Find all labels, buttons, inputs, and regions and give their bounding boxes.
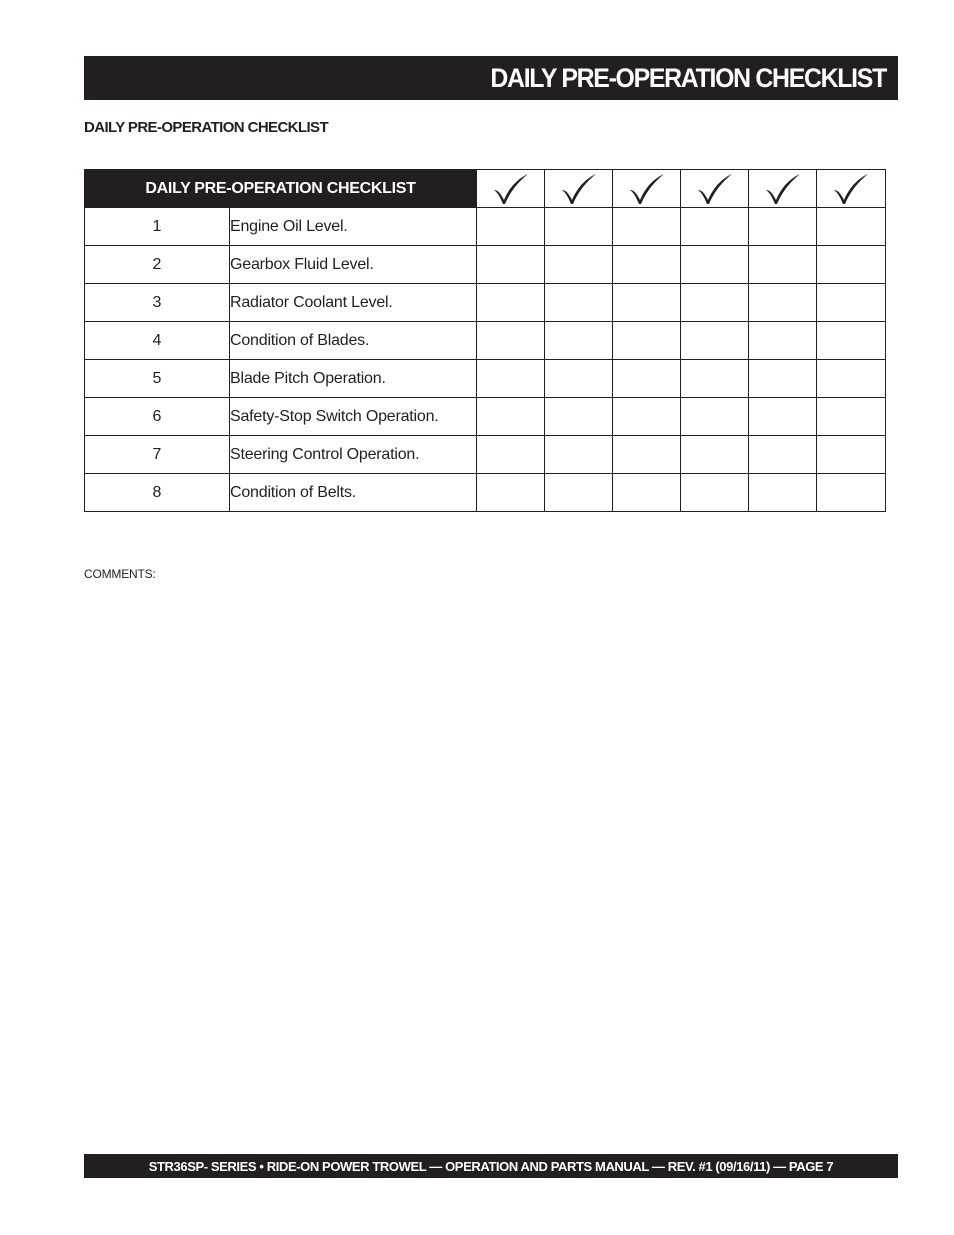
- item-description: Blade Pitch Operation.: [230, 360, 477, 398]
- checkmark-icon: [831, 172, 871, 206]
- check-cell[interactable]: [477, 246, 545, 284]
- check-cell[interactable]: [749, 436, 817, 474]
- check-cell[interactable]: [545, 208, 613, 246]
- footer-bar: [84, 1154, 898, 1178]
- item-description: Safety-Stop Switch Operation.: [230, 398, 477, 436]
- check-cell[interactable]: [545, 246, 613, 284]
- check-cell[interactable]: [817, 246, 886, 284]
- table-row: [85, 474, 886, 512]
- check-cell[interactable]: [817, 360, 886, 398]
- check-cell[interactable]: [681, 360, 749, 398]
- table-row: [85, 284, 886, 322]
- check-cell[interactable]: [477, 284, 545, 322]
- check-cell[interactable]: [817, 474, 886, 512]
- checklist-table: [84, 169, 886, 512]
- check-cell[interactable]: [681, 322, 749, 360]
- check-cell[interactable]: [545, 360, 613, 398]
- check-cell[interactable]: [681, 398, 749, 436]
- check-cell[interactable]: [749, 360, 817, 398]
- item-number: 4: [85, 322, 230, 360]
- check-cell[interactable]: [477, 398, 545, 436]
- check-cell[interactable]: [613, 246, 681, 284]
- check-cell[interactable]: [613, 208, 681, 246]
- check-cell[interactable]: [817, 322, 886, 360]
- check-cell[interactable]: [681, 208, 749, 246]
- item-number: 7: [85, 436, 230, 474]
- check-cell[interactable]: [749, 398, 817, 436]
- item-description: Steering Control Operation.: [230, 436, 477, 474]
- check-cell[interactable]: [613, 284, 681, 322]
- item-description: Gearbox Fluid Level.: [230, 246, 477, 284]
- section-heading: DAILY PRE-OPERATION CHECKLIST: [84, 119, 329, 136]
- check-cell[interactable]: [545, 436, 613, 474]
- check-cell[interactable]: [749, 284, 817, 322]
- check-cell[interactable]: [681, 474, 749, 512]
- check-cell[interactable]: [613, 436, 681, 474]
- check-column-header: [817, 170, 886, 208]
- check-cell[interactable]: [749, 322, 817, 360]
- item-description: Condition of Blades.: [230, 322, 477, 360]
- table-row: [85, 360, 886, 398]
- check-cell[interactable]: [477, 436, 545, 474]
- check-cell[interactable]: [545, 284, 613, 322]
- check-cell[interactable]: [613, 398, 681, 436]
- comments-label: COMMENTS:: [84, 567, 156, 581]
- check-column-header: [613, 170, 681, 208]
- table-row: [85, 208, 886, 246]
- table-row: [85, 246, 886, 284]
- check-cell[interactable]: [681, 436, 749, 474]
- check-column-header: [545, 170, 613, 208]
- checkmark-icon: [491, 172, 531, 206]
- footer-text: STR36SP- SERIES • RIDE-ON POWER TROWEL — OPERATION AND PARTS MANUAL — REV. #1 (09/16/11) — PAGE 7: [148, 1158, 834, 1174]
- item-number: 5: [85, 360, 230, 398]
- item-description: Condition of Belts.: [230, 474, 477, 512]
- check-cell[interactable]: [477, 322, 545, 360]
- check-column-header: [749, 170, 817, 208]
- check-cell[interactable]: [749, 474, 817, 512]
- item-number: 6: [85, 398, 230, 436]
- checklist-body: [85, 208, 886, 512]
- table-row: [85, 398, 886, 436]
- checkmark-icon: [559, 172, 599, 206]
- checklist-header-row: [85, 170, 886, 208]
- page-title-bar: [84, 56, 898, 100]
- item-number: 3: [85, 284, 230, 322]
- check-cell[interactable]: [545, 474, 613, 512]
- check-cell[interactable]: [613, 322, 681, 360]
- table-row: [85, 322, 886, 360]
- item-number: 2: [85, 246, 230, 284]
- checkmark-icon: [763, 172, 803, 206]
- check-cell[interactable]: [817, 208, 886, 246]
- check-cell[interactable]: [817, 284, 886, 322]
- item-description: Engine Oil Level.: [230, 208, 477, 246]
- check-cell[interactable]: [817, 398, 886, 436]
- checkmark-icon: [627, 172, 667, 206]
- checklist-header-label: DAILY PRE-OPERATION CHECKLIST: [85, 170, 477, 208]
- check-cell[interactable]: [477, 208, 545, 246]
- check-column-header: [681, 170, 749, 208]
- check-cell[interactable]: [477, 360, 545, 398]
- checkmark-icon: [695, 172, 735, 206]
- item-number: 8: [85, 474, 230, 512]
- check-cell[interactable]: [613, 474, 681, 512]
- check-cell[interactable]: [749, 246, 817, 284]
- check-cell[interactable]: [749, 208, 817, 246]
- check-cell[interactable]: [613, 360, 681, 398]
- check-cell[interactable]: [681, 246, 749, 284]
- check-cell[interactable]: [817, 436, 886, 474]
- check-cell[interactable]: [681, 284, 749, 322]
- check-cell[interactable]: [545, 322, 613, 360]
- check-column-header: [477, 170, 545, 208]
- item-number: 1: [85, 208, 230, 246]
- item-description: Radiator Coolant Level.: [230, 284, 477, 322]
- table-row: [85, 436, 886, 474]
- check-cell[interactable]: [545, 398, 613, 436]
- check-cell[interactable]: [477, 474, 545, 512]
- page-title: DAILY PRE-OPERATION CHECKLIST: [490, 62, 886, 93]
